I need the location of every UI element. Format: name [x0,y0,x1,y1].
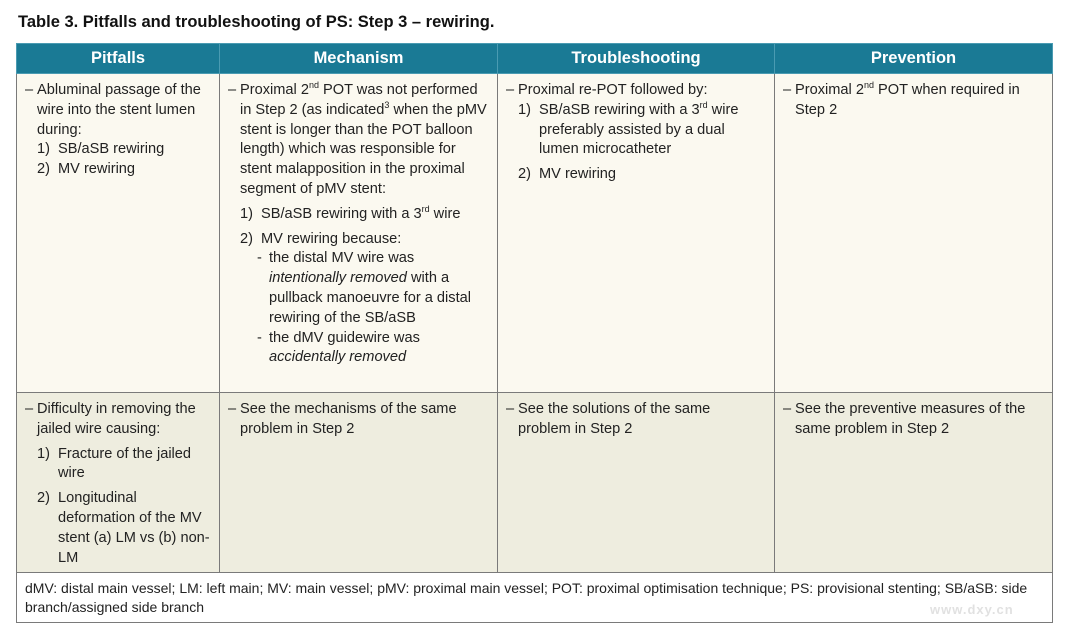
cell-pitfalls [17,74,220,393]
cell-troubleshooting [498,74,775,393]
list-item: 1) SB/aSB rewiring with a 3rd wire [240,203,461,222]
cell-intro: – Proximal re-POT followed by: [506,81,766,101]
list-item: 1) SB/aSB rewiring with a 3rd wire preferably assisted by a dual lumen microcatheter [518,99,739,158]
cell-intro: – Difficulty in removing the jailed wire causing: [25,400,211,440]
list-item: 1) Fracture of the jailed wire [37,445,192,482]
list-item: 2) MV rewiring because: [240,230,402,247]
table-row [17,74,1053,393]
list-item: 2) Longitudinal deformation of the MV stent (a) LM vs (b) non-LM [37,490,210,566]
cell-mechanism [220,393,498,573]
sub-list-item: - the dMV guidewire was accidentally removed [257,329,420,366]
pitfalls-table [16,43,1053,623]
sub-list-item: - the distal MV wire was intentionally removed with a pullback manoeuvre for a distal rewiring of the SB/aSB [257,250,471,326]
list-item: 2) MV rewiring [37,161,136,178]
cell-intro: – Abluminal passage of the wire into the stent lumen during: [25,81,211,140]
list-item: 1) SB/aSB rewiring [37,141,165,158]
cell-text: – Proximal 2nd POT when required in Step 2 [783,81,1044,121]
table-row [17,393,1053,573]
table-title: Table 3. Pitfalls and troubleshooting of PS: Step 3 – rewiring. [18,13,495,31]
cell-pitfalls [17,393,220,573]
cell-text: – See the preventive measures of the same problem in Step 2 [783,400,1044,440]
cell-mechanism [220,74,498,393]
cell-intro: – Proximal 2nd POT was not performed in Step 2 (as indicated$^3$ when the pMV stent is longer than the POT balloon length) which was responsible for stent malapposition in the proximal segment of pMV stent: [228,81,489,200]
watermark-url: www.dxy.cn [930,602,1014,617]
cell-prevention [775,393,1053,573]
cell-prevention [775,74,1053,393]
header-mechanism: Mechanism [220,44,498,74]
cell-text: – See the solutions of the same problem in Step 2 [506,400,766,440]
cell-text: – See the mechanisms of the same problem in Step 2 [228,400,489,440]
footnote-row [17,573,1053,623]
header-row [17,44,1053,74]
cell-troubleshooting [498,393,775,573]
header-prevention: Prevention [775,44,1053,74]
list-item: 2) MV rewiring [518,166,617,183]
footnote: dMV: distal main vessel; LM: left main; MV: main vessel; pMV: proximal main vessel; POT: proximal optimisation technique; PS: provisional stenting; SB/aSB: side branch/assigned side branch [17,573,1053,623]
header-troubleshooting: Troubleshooting [498,44,775,74]
header-pitfalls: Pitfalls [17,44,220,74]
